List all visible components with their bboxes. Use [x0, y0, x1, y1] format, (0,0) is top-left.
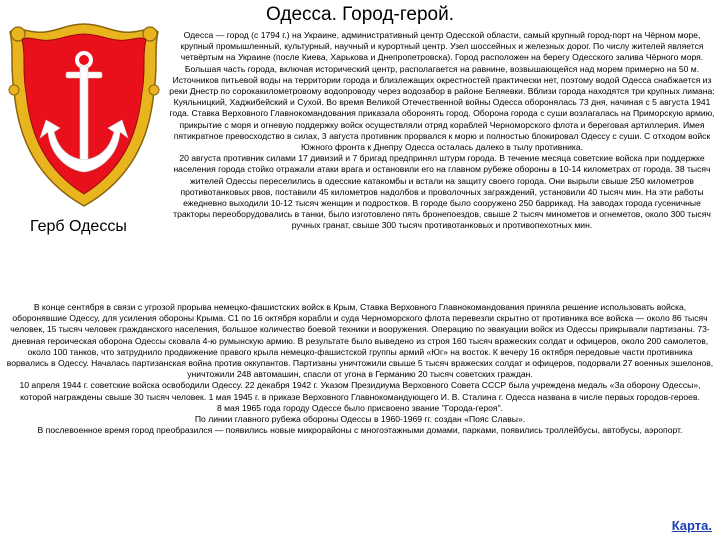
odessa-coat-of-arms-icon: [4, 20, 164, 210]
map-link[interactable]: Карта.: [671, 518, 712, 533]
paragraph: В послевоенное время город преобразился — появились новые микрорайоны с многоэтажными домами, парками, появились троллейбусы, автобусы, аэропорт.: [37, 425, 683, 436]
paragraph: По линии главного рубежа обороны Одессы в 1960-1969 гг. создан «Пояс Славы».: [194, 414, 526, 425]
paragraph: 20 августа противник силами 17 дивизий и 7 бригад предпринял штурм города. В течение месяца советские войска при поддержке населения города стойко отражали атаки врага и остановили его на главном рубеже обороны в 10-14 километрах от города. 38 тысяч жителей Одессы переселились в одесские катакомбы и встали на защиту своего города. Они вырыли свыше 250 километров противотанковых рвов, поставили 45 километров надолбов и проволочных заграждений, установили 40 тысяч мин. На эти работы ежедневно выходили 10-12 тысяч женщин и подростков. В городе было сооружено 250 баррикад. На заводах города гусеничные тракторы переоборудовались в танки, было изготовлено пять бронепоездов, свыше 2 тысяч минометов и огнеметов, около 300 тысяч ручных гранат, свыше 300 тысяч противотанковых и противопехотных мин.: [173, 153, 711, 231]
article-text-bottom: [6, 302, 714, 436]
article-text-top: [168, 30, 716, 232]
coat-caption: Герб Одессы: [30, 218, 127, 235]
paragraph: Одесса — город (с 1794 г.) на Украине, административный центр Одесской области, самый крупный город-порт на Чёрном море, крупный промышленный, культурный, научный и курортный центр. Узел шоссейных и железных дорог. По числу жителей является четвёртым на Украине (после Киева, Харькова и Днепропетровска). Город расположен на берегу Одесского залива Чёрного моря. Большая часть города, включая исторический центр, располагается на равнине, возвышающейся над морем примерно на 50 м. Источников питьевой воды на территории города и близлежащих окрестностей практически нет, поэтому водой Одесса снабжается из реки Днестр по сорокакилометровому водопроводу через водозабор в районе Беляевки. Вблизи города находятся три крупных лимана: Куяльницкий, Хаджибейский и Сухой. Во время Великой Отечественной войны Одесса оборонялась 73 дня, начиная с 5 августа 1941 года. Ставка Верховного Главнокомандования приказала оборонять город. Оборона города с суши возлагалась на Приморскую армию, прикрытие с моря и огневую поддержку войск осуществляли отряд кораблей Черноморского флота и береговая артиллерия. Имея пятикратное превосходство в силах, 3 августа противник прорвался к морю и полностью блокировал Одессу с суши. С отходом войск Южного фронта к Днепру Одесса осталась далеко в тылу противника.: [169, 30, 715, 153]
paragraph: 8 мая 1965 года городу Одессе было присвоено звание "Города-героя".: [216, 402, 504, 413]
page-title: Одесса. Город-герой.: [266, 4, 454, 25]
paragraph: В конце сентября в связи с угрозой прорыва немецко-фашистских войск в Крым, Ставка Верховного Главнокомандования приняла решение использовать войска, оборонявшие Одессу, для усиления обороны Крыма. С1 по 16 октября корабли и суда Черноморского флота перевезли скрытно от противника все войска — около 86 тысяч человек, 15 тысяч человек гражданского населения, большое количество боевой техники и вооружения. Операцию по эвакуации войск из Одессы прикрывали партизаны. 73-дневная героическая оборона Одессы сковала 4-ю румынскую армию. В результате было выведено из строя 160 тысяч вражеских солдат и офицеров, около 200 самолетов, около 100 танков, что затруднило продвижение правого крыла немецко-фашистской группы армий «Юг» на восток. К вечеру 16 октября передовые части противника ворвались в Одессу. Началась партизанская война против оккупантов. Партизаны уничтожили свыше 5 тысяч вражеских солдат и офицеров, подорвали 27 военных эшелонов, уничтожили 248 автомашин, спасли от угона в Германию 20 тысяч советских граждан.: [6, 302, 714, 380]
paragraph: 10 апреля 1944 г. советские войска освободили Одессу. 22 декабря 1942 г. Указом Президиума Верховного Совета СССР была учреждена медаль «За оборону Одессы», которой награждены свыше 30 тысяч человек. 1 мая 1945 г. в приказе Верховного Главнокомандующего И. В. Сталина г. Одесса названа в числе первых городов-героев.: [19, 380, 701, 402]
